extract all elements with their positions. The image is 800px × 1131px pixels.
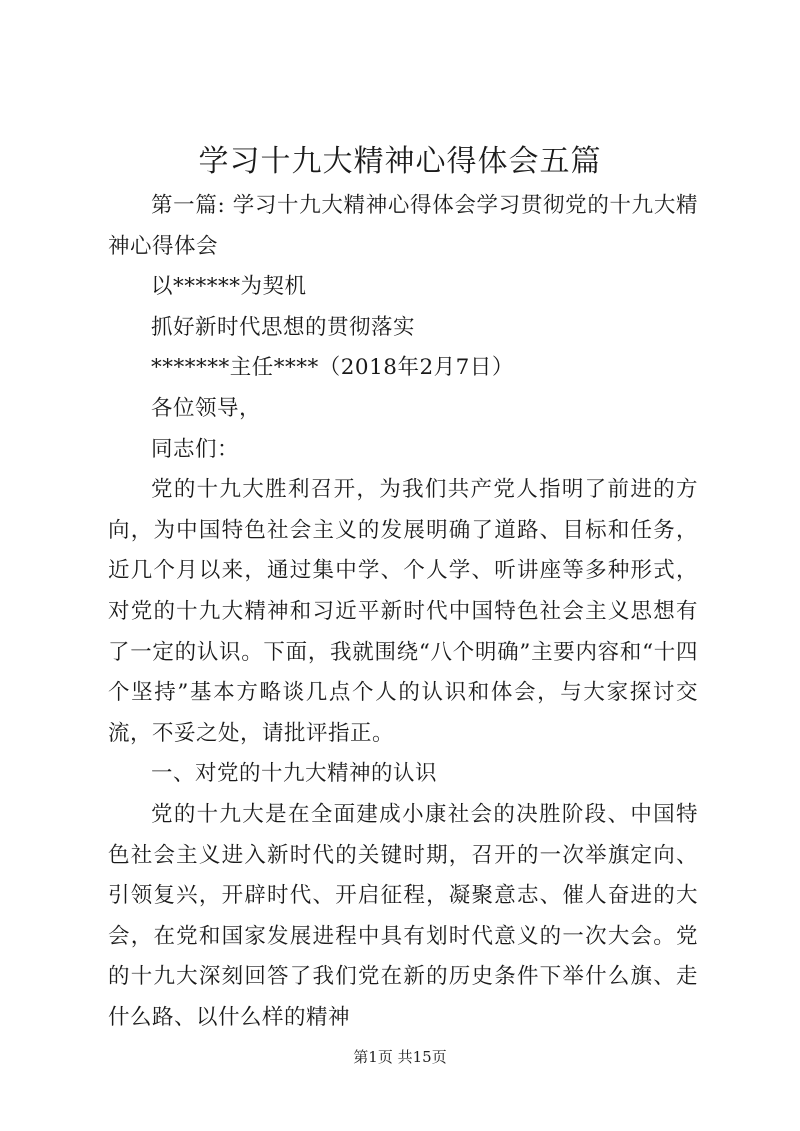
paragraph-speech-title-line2: 抓好新时代思想的贯彻落实 [151, 314, 416, 340]
document-title: 学习十九大精神心得体会五篇 [198, 144, 602, 179]
paragraph-salutation-comrades: 同志们： [151, 436, 240, 462]
paragraph-intro: 党的十九大胜利召开，为我们共产党人指明了前进的方向，为中国特色社会主义的发展明确了道路、目标和任务，近几个月以来，通过集中学、个人学、听讲座等多种形式，对党的十九大精神和习近平新时代中国特色社会主义思想有了一定的认识。下面，我就围绕“八个明确”主要内容和“十四个坚持”基本方略谈几点个人的认识和体会，与大家探讨交流，不妥之处，请批评指正。 [108, 477, 698, 746]
paragraph-speaker-date: *******主任****（2018年2月7日） [151, 355, 514, 381]
document-body [108, 186, 698, 1038]
paragraph-chapter-heading: 第一篇: 学习十九大精神心得体会学习贯彻党的十九大精神心得体会 [108, 193, 698, 259]
page-footer: 第1页 共15页 [353, 1048, 447, 1066]
paragraph-salutation-leaders: 各位领导， [151, 395, 262, 421]
paragraph-speech-title-line1: 以******为契机 [151, 274, 307, 300]
paragraph-section-1-body: 党的十九大是在全面建成小康社会的决胜阶段、中国特色社会主义进入新时代的关键时期，召开的一次举旗定向、引领复兴，开辟时代、开启征程，凝聚意志、催人奋进的大会，在党和国家发展进程中具有划时代意义的一次大会。党的十九大深刻回答了我们党在新的历史条件下举什么旗、走什么路、以什么样的精神 [108, 801, 698, 1030]
paragraph-section-heading-1: 一、对党的十九大精神的认识 [151, 761, 438, 787]
